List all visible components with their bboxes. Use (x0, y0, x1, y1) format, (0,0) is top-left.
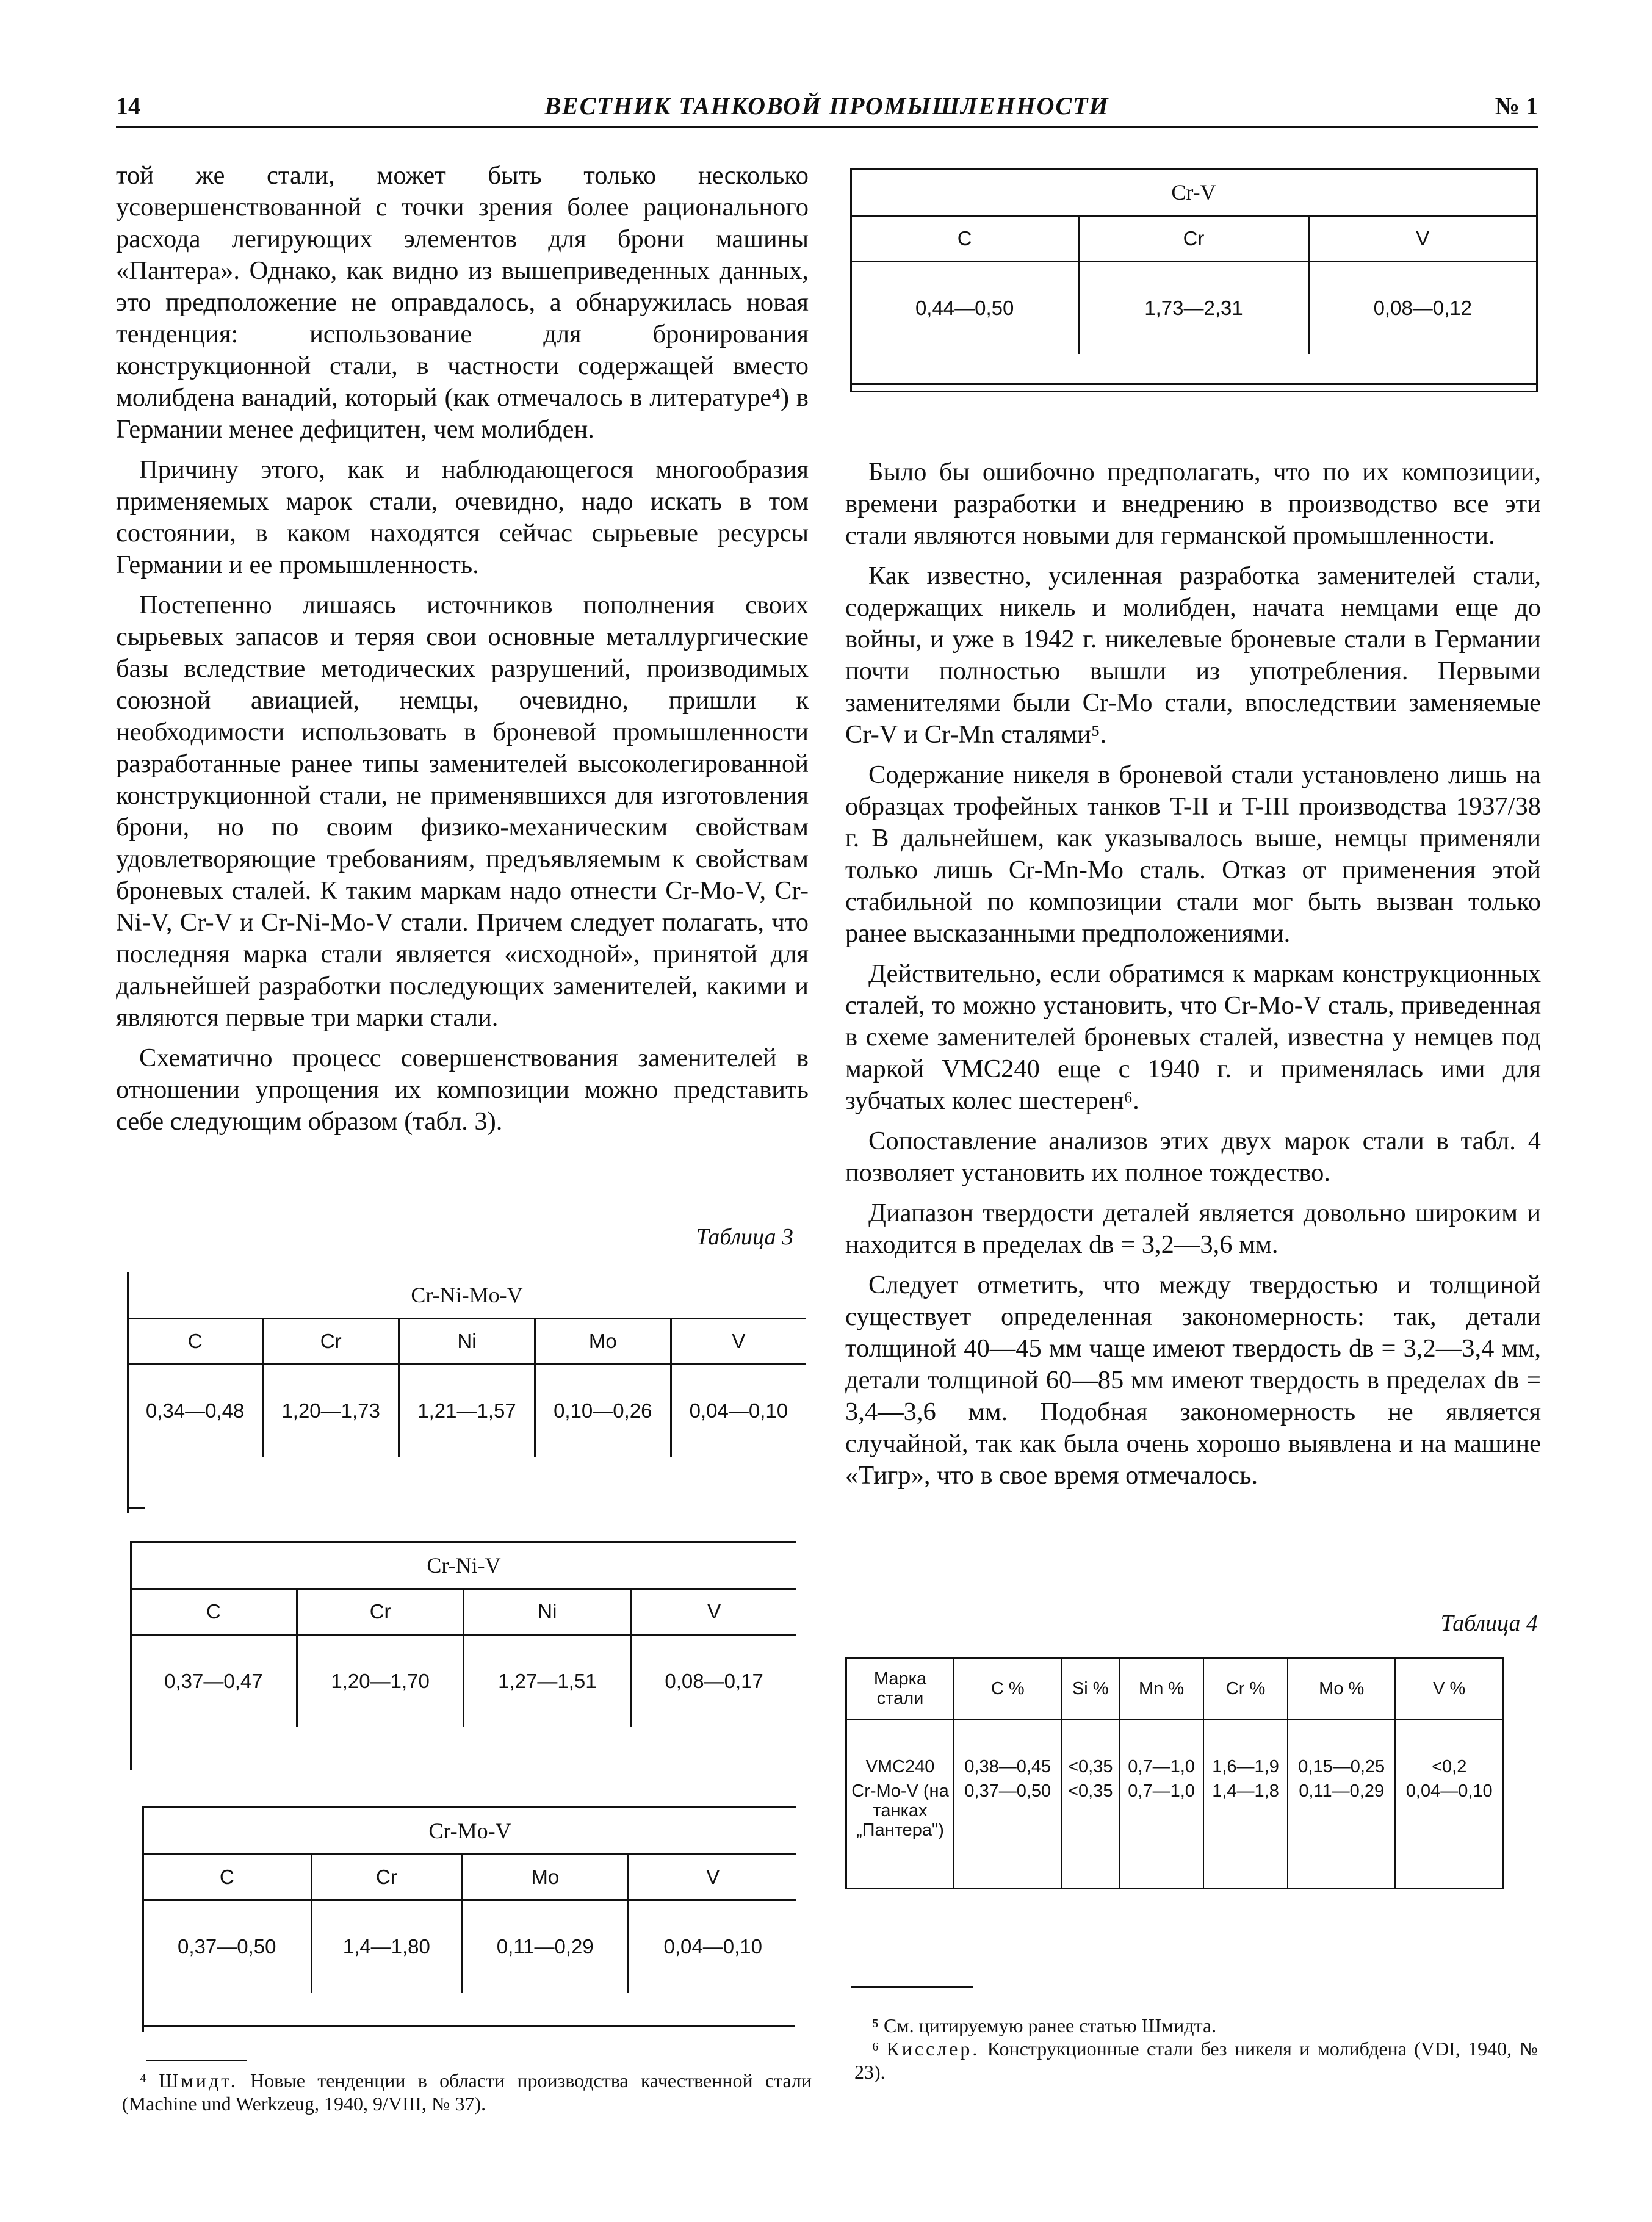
cell-value: 0,11—0,29 (462, 1900, 629, 1993)
cell-value: 0,37—0,47 (164, 1670, 263, 1692)
col-header: C (128, 1319, 263, 1365)
col-header: C (143, 1855, 311, 1900)
cell-value: 0,10—0,26 (535, 1365, 671, 1457)
cell-value: Cr-Mo-V (на танках „Пантера") (851, 1781, 949, 1840)
page-number: 14 (116, 92, 140, 120)
table-title: Cr-Mo-V (143, 1808, 796, 1855)
footnote-author: Кисслер. (886, 2038, 980, 2060)
col-header: C (131, 1589, 297, 1635)
paragraph: Диапазон твердости деталей является довольно широким и находится в пределах dв = 3,2—3,6 мм. (845, 1199, 1541, 1259)
col-header: Cr (297, 1589, 464, 1635)
footnote-author: Шмидт. (159, 2069, 238, 2091)
col-header: Mn % (1119, 1658, 1203, 1720)
col-header: Cr (1079, 216, 1308, 262)
running-header (116, 92, 1538, 128)
paragraph: Постепенно лишаясь источников пополнения своих сырьевых запасов и теряя свои основные металлургические базы вследствие методических разрушений, производимых союзной авиацией, немцы, очевидно, пришли к необходимости использовать в броневой промышленности разработанные ранее типы заменителей высоколегированной конструкционной стали, не применявшихся для изготовления брони, но по своим физико-механическим свойствам удовлетворяющие требованиям, предъявляемым к свойствам броневых сталей. К таким маркам надо отнести Cr-Mo-V, Cr-Ni-V, Cr-V и Cr-Ni-Mo-V стали. Причем следует полагать, что последняя марка стали является «исходной», принятой для дальнейшей разработки последующих заменителей, какими и являются первые три марки стали. (116, 591, 809, 1032)
footnote-text: Новые тенденции в области производства качественной стали (Machine und Werkzeug, 1940, 9/VIII, № 37). (122, 2069, 812, 2115)
footnote-4: ⁴ Шмидт. Новые тенденции в области производства качественной стали (Machine und Werkzeug, 1940, 9/VIII, № 37). (122, 2069, 812, 2115)
cell-value: 0,15—0,25 (1288, 1720, 1395, 1780)
cell-value: 1,20—1,70 (297, 1635, 464, 1728)
paragraph: Схематично процесс совершенствования заменителей в отношении упрощения их композиции можно представить себе следующим образом (табл. 3). (116, 1044, 809, 1136)
col-header: V (671, 1319, 806, 1365)
col-header: Cr (311, 1855, 462, 1900)
paragraph: той же стали, может быть только несколько усовершенствованной с точки зрения более рационального расхода легирующих элементов для брони машины «Пантера». Однако, как видно из вышеприведенных данных, это предположение не оправдалось, а обнаружилась новая тенденция: использование для бронирования конструкционной стали, в частности содержащей вместо молибдена ванадий, который (как отмечалось в литературе⁴) в Германии менее дефицитен, чем молибден. (116, 161, 809, 444)
col-header: Cr % (1203, 1658, 1288, 1720)
col-header: V % (1395, 1658, 1503, 1720)
paragraph: Сопоставление анализов этих двух марок стали в табл. 4 позволяет установить их полное тождество. (845, 1127, 1541, 1187)
col-header: Mo (462, 1855, 629, 1900)
footnote-rule (146, 2060, 247, 2061)
footnote-text: Конструкционные стали без никеля и молибдена (VDI, 1940, № 23). (854, 2038, 1538, 2083)
table-title: Cr-V (851, 169, 1536, 216)
cell-value: 0,04—0,10 (1395, 1779, 1503, 1889)
paragraph: Действительно, если обратимся к маркам конструкционных сталей, то можно установить, что Cr-Mo-V сталь, приведенная в схеме заменителей броневых сталей, известна у немцев под маркой VMC240 еще с 1940 г. и применялась ими для зубчатых колес шестерен⁶. (845, 959, 1541, 1115)
paragraph: Причину этого, как и наблюдающегося многообразия применяемых марок стали, очевидно, надо искать в том состоянии, в каком находятся сейчас сырьевые ресурсы Германии и ее промышленность. (116, 455, 809, 579)
cell-value: 0,04—0,10 (671, 1365, 806, 1457)
footnote-rule (851, 1986, 973, 1988)
cell-value: 0,08—0,17 (631, 1635, 796, 1728)
table-title: Cr-Ni-Mo-V (128, 1272, 806, 1319)
table4-caption: Таблица 4 (1440, 1611, 1538, 1636)
col-header: V (631, 1589, 796, 1635)
cell-value: 1,4—1,80 (311, 1900, 462, 1993)
paragraph: Следует отметить, что между твердостью и толщиной существует определенная закономерность: так, детали толщиной 40—45 мм чаще имеют твердость dв = 3,2—3,4 мм, детали толщиной 60—85 мм имеют твердость в пределах dв = 3,4—3,6 мм. Подобная закономерность не является случайной, так как была очень хорошо выявлена и на машине «Тигр», что в свое время отмечалось. (845, 1271, 1541, 1490)
cell-value: 0,7—1,0 (1119, 1779, 1203, 1889)
col-header: V (1308, 216, 1536, 262)
col-header: Si % (1061, 1658, 1119, 1720)
paragraph: Содержание никеля в броневой стали установлено лишь на образцах трофейных танков T-II и T-III производства 1937/38 г. В дальнейшем, как указывалось выше, немцы применяли только лишь Cr-Mn-Mo сталь. Отказ от применения этой стабильной по композиции стали мог быть вызван только ранее высказанными предположениями. (845, 760, 1541, 948)
right-column (845, 456, 1541, 1500)
col-header: Ni (464, 1589, 631, 1635)
cell-value: <0,2 (1395, 1720, 1503, 1780)
cell-value: 0,37—0,50 (178, 1935, 276, 1958)
footnote-text: См. цитируемую ранее статью Шмидта. (884, 2015, 1217, 2036)
col-header: C % (954, 1658, 1061, 1720)
cell-value: 1,4—1,8 (1203, 1779, 1288, 1889)
cell-value: 0,11—0,29 (1288, 1779, 1395, 1889)
cell-value: <0,35 (1061, 1779, 1119, 1889)
col-header: C (851, 216, 1079, 262)
cell-value: VMC240 (865, 1757, 935, 1777)
cell-value: 0,37—0,50 (954, 1779, 1061, 1889)
col-header: Ni (399, 1319, 535, 1365)
col-header: Mo (535, 1319, 671, 1365)
cell-value: 1,73—2,31 (1079, 262, 1308, 355)
cell-value: 0,08—0,12 (1308, 262, 1536, 355)
table3-caption: Таблица 3 (696, 1224, 793, 1250)
paragraph: Было бы ошибочно предполагать, что по их композиции, времени разработки и внедрению в производство все эти стали являются новыми для германской промышленности. (845, 458, 1541, 550)
table-cr-v (851, 168, 1536, 354)
issue-number: № 1 (1495, 92, 1538, 120)
cell-value: 0,44—0,50 (915, 297, 1014, 319)
cell-value: 0,34—0,48 (145, 1399, 245, 1422)
cell-value: 0,38—0,45 (954, 1720, 1061, 1780)
cell-value: 0,04—0,10 (629, 1900, 796, 1993)
cell-value: 1,27—1,51 (464, 1635, 631, 1728)
cell-value: <0,35 (1061, 1720, 1119, 1780)
table-cr-ni-mo-v (128, 1272, 806, 1457)
cell-value: 1,21—1,57 (399, 1365, 535, 1457)
col-header: Cr (263, 1319, 399, 1365)
footnote-5: ⁵ См. цитируемую ранее статью Шмидта. (871, 2015, 1217, 2036)
table-cr-mo-v (143, 1806, 796, 1993)
table-4 (845, 1657, 1504, 1889)
cell-value: 1,20—1,73 (263, 1365, 399, 1457)
table-cr-ni-v (131, 1541, 796, 1727)
cell-value: 1,6—1,9 (1203, 1720, 1288, 1780)
col-header: V (629, 1855, 796, 1900)
col-header: Mo % (1288, 1658, 1395, 1720)
footnote-6: ⁶ Кисслер. Конструкционные стали без никеля и молибдена (VDI, 1940, № 23). (854, 2038, 1538, 2083)
col-header: Марка стали (846, 1658, 954, 1720)
journal-title: ВЕСТНИК ТАНКОВОЙ ПРОМЫШЛЕННОСТИ (544, 92, 1109, 120)
left-column (116, 160, 809, 1146)
paragraph: Как известно, усиленная разработка заменителей стали, содержащих никель и молибден, начата немцами еще до войны, и уже в 1942 г. никелевые броневые стали в Германии почти полностью вышли из употребления. Первыми заменителями были Cr-Mo стали, впоследствии заменяемые Cr-V и Cr-Mn сталями⁵. (845, 561, 1541, 749)
table-title: Cr-Ni-V (131, 1542, 796, 1589)
cell-value: 0,7—1,0 (1119, 1720, 1203, 1780)
